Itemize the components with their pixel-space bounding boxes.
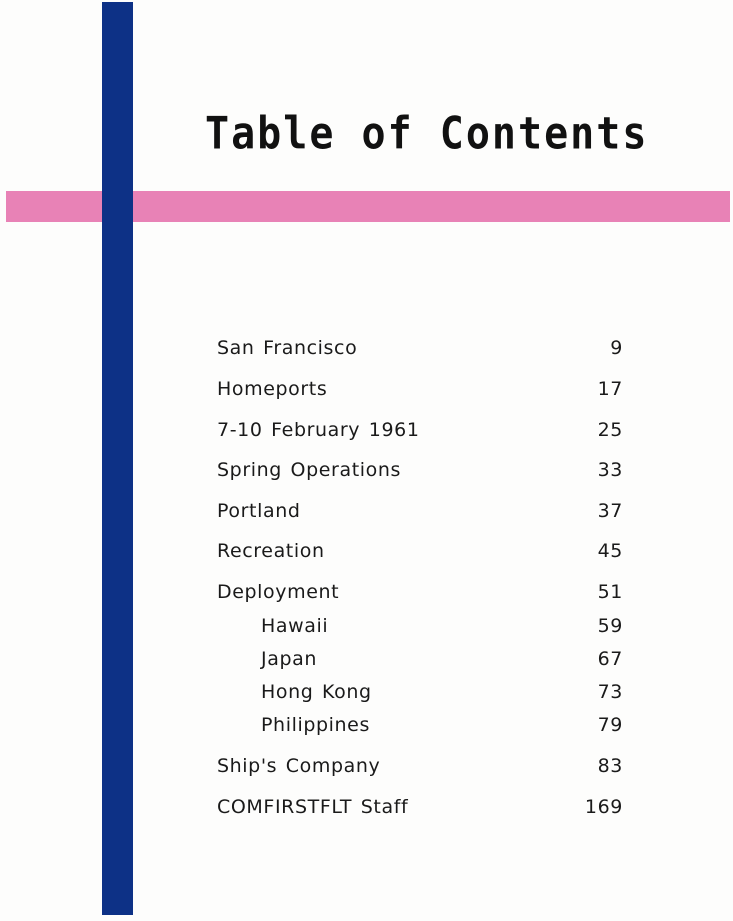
toc-entry-label: Philippines [261,714,370,736]
toc-entry-label: Deployment [217,581,340,603]
toc-entry-page: 79 [597,714,623,736]
toc-entry-page: 51 [597,581,623,603]
toc-entry-page: 33 [597,459,623,481]
toc-entry-page: 169 [584,796,623,818]
toc-entry-recreation [217,539,623,563]
toc-entry-page: 83 [597,755,623,777]
toc-entry-label: San Francisco [217,337,358,359]
toc-entry-label: Homeports [217,378,328,400]
toc-entry-japan [261,647,623,671]
toc-entry-page: 45 [597,540,623,562]
toc-entry-deployment [217,580,623,604]
toc-entry-spring-operations [217,458,623,482]
toc-entry-page: 67 [597,648,623,670]
toc-entry-homeports [217,377,623,401]
toc-entry-page: 9 [610,337,623,359]
toc-entry-label: Portland [217,500,301,522]
toc-entry-label: Hawaii [261,615,329,637]
toc-entry-label: COMFIRSTFLT Staff [217,796,409,818]
toc-entry-portland [217,499,623,523]
toc-entry-san-francisco [217,336,623,360]
toc-entry-label: Spring Operations [217,459,402,481]
toc-entry-page: 73 [597,681,623,703]
toc-entry-label: Ship's Company [217,755,381,777]
toc-entry-hong-kong [261,680,623,704]
toc-entry-page: 25 [597,419,623,441]
toc-entry-comfirstflt-staff [217,795,623,819]
toc-entry-page: 37 [597,500,623,522]
toc-entry-hawaii [261,614,623,638]
toc-entry-label: Hong Kong [261,681,372,703]
toc-entry-ships-company [217,754,623,778]
toc-entry-label: 7-10 February 1961 [217,419,420,441]
toc-entry-label: Japan [261,648,317,670]
toc-entry-page: 17 [597,378,623,400]
page-title: Table of Contents [205,108,649,160]
toc-entry-page: 59 [597,615,623,637]
toc-entry-february-1961 [217,418,623,442]
toc-entry-philippines [261,713,623,737]
toc-entry-label: Recreation [217,540,325,562]
